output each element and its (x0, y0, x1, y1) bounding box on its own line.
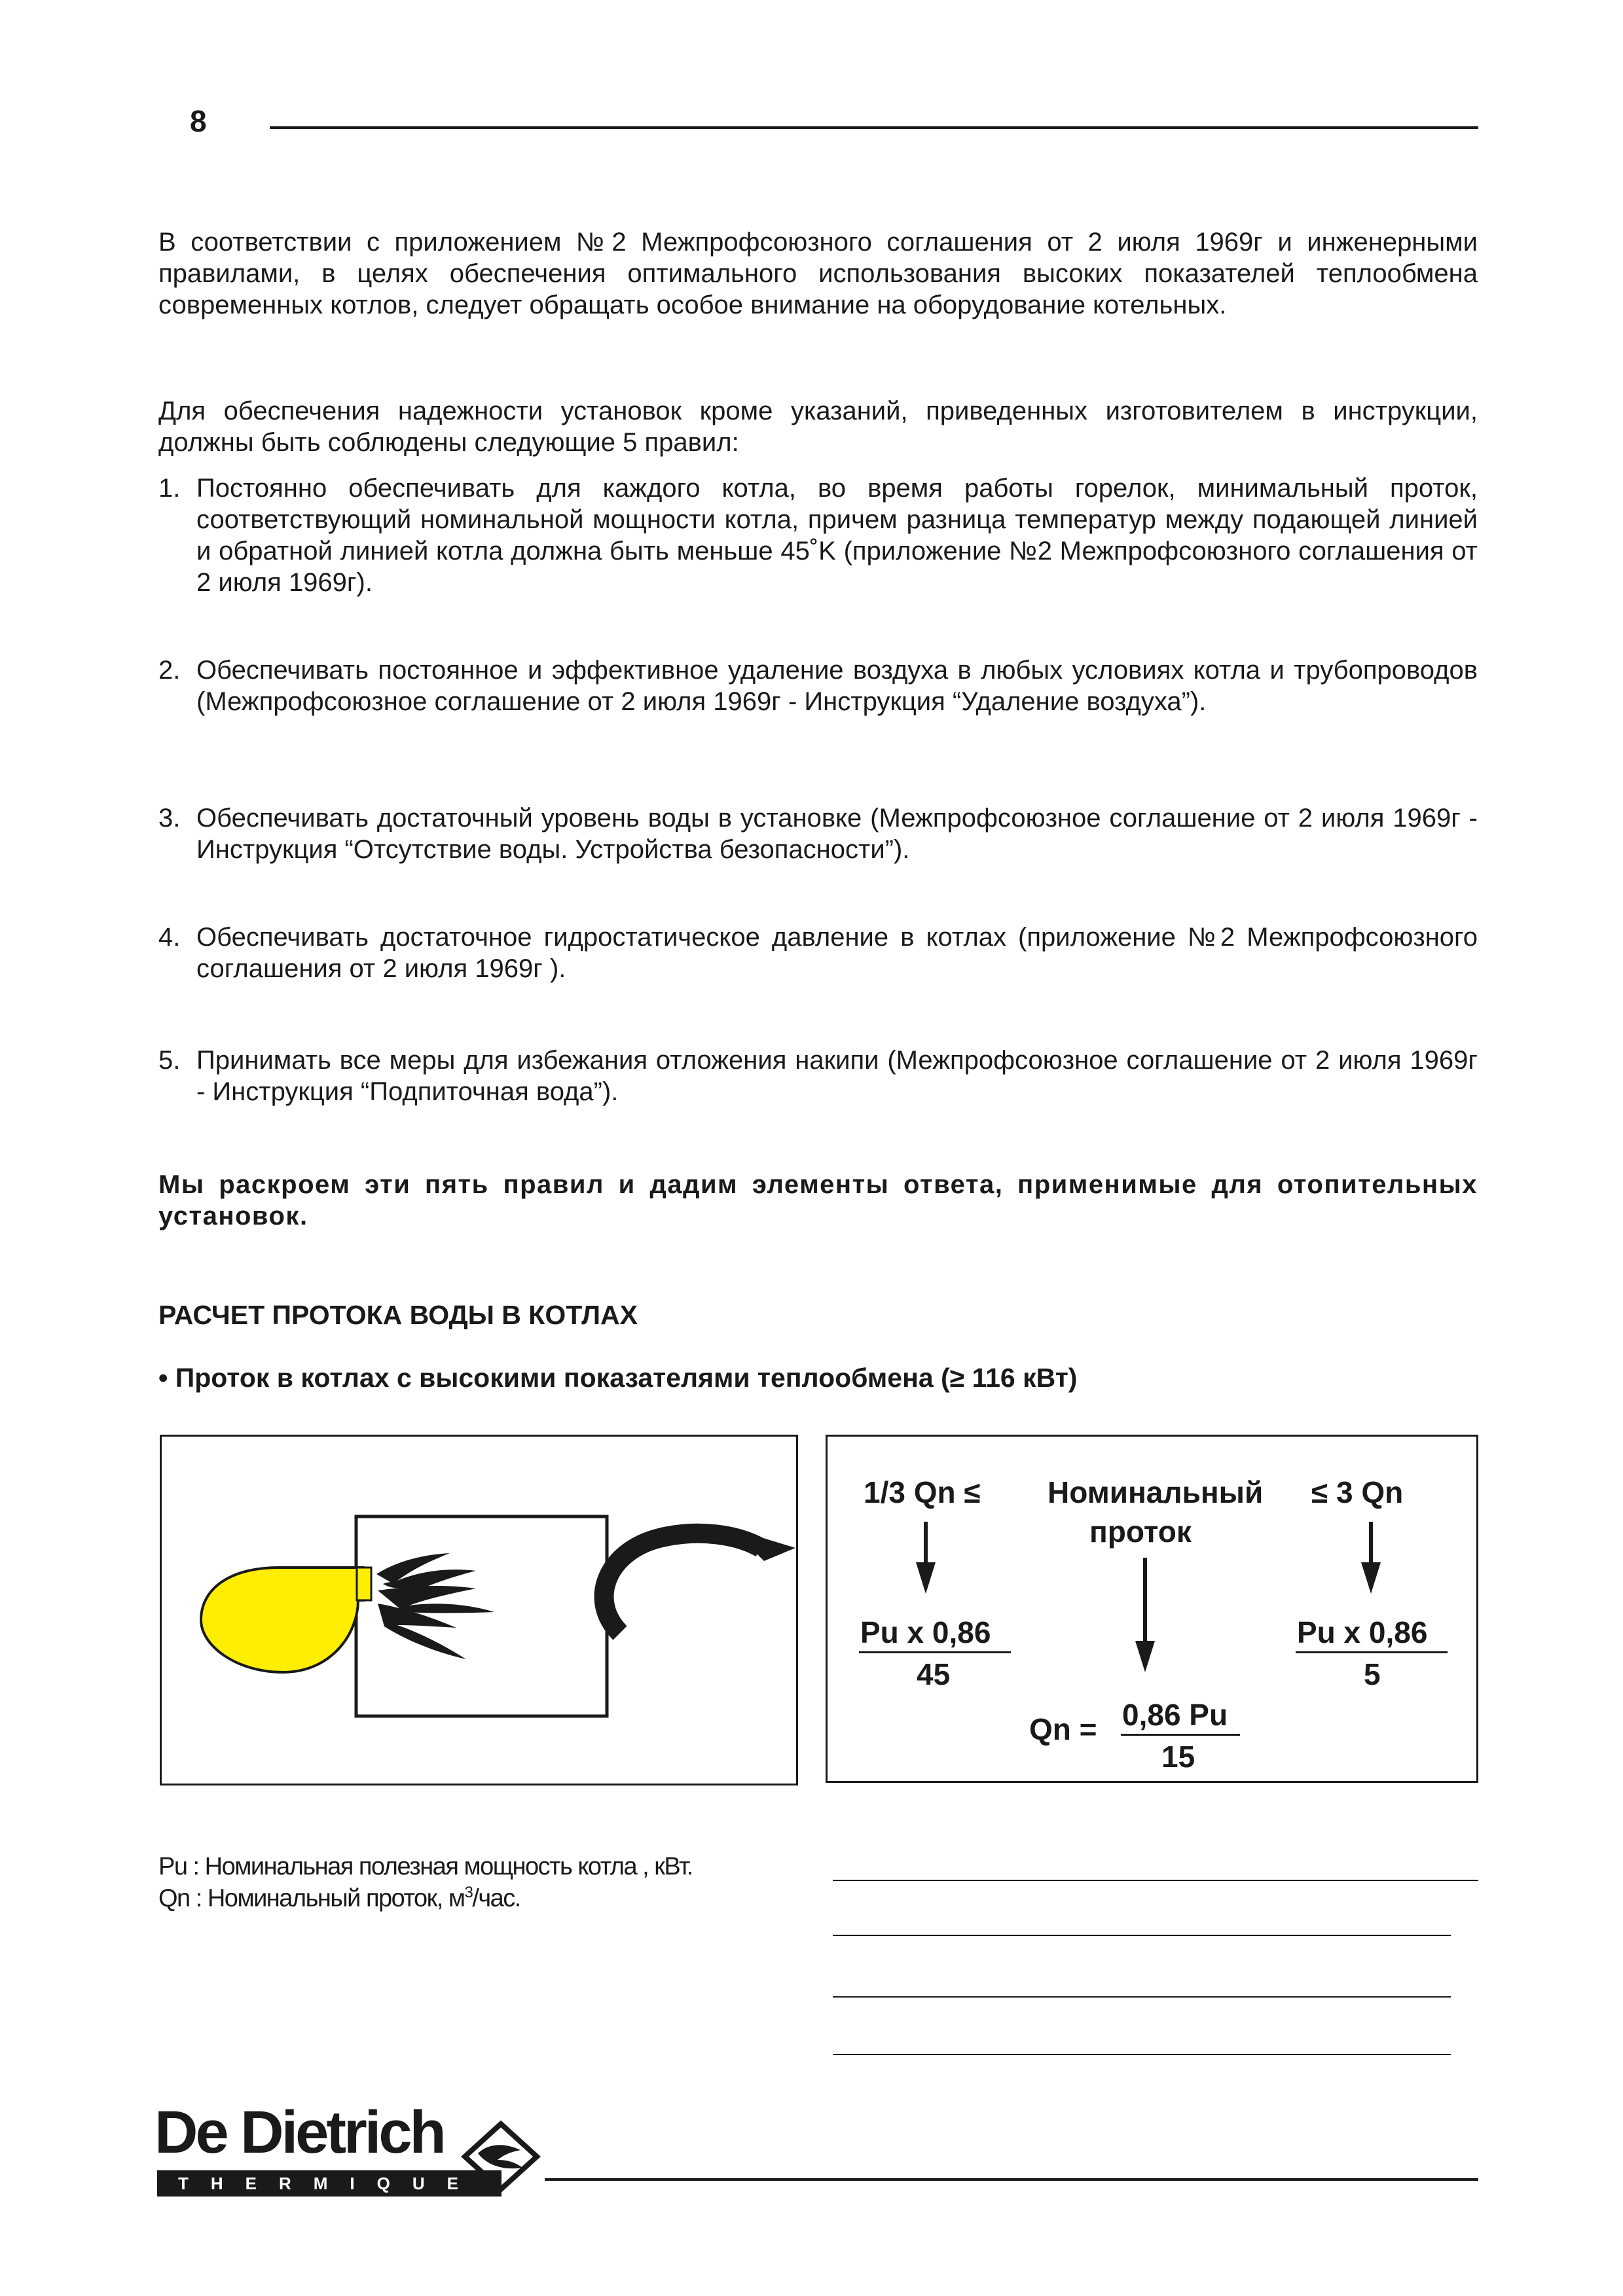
rule-item-1 (158, 473, 1478, 598)
rule-text: Постоянно обеспечивать для каждого котла, во время работы горелок, минимальный проток, соответствующий номинальной мощности котла, причем разница температур между подающей линией и обратной линией котла должна быть меньше 45˚K (приложение №2 Межпрофсоюзного соглашения от 2 июля 1969г). (196, 474, 1478, 597)
legend-qn (158, 1880, 520, 1912)
rule-text: Принимать все меры для избежания отложения накипи (Межпрофсоюзное соглашение от 2 июля 1969г - Инструкция “Подпиточная вода”). (196, 1046, 1478, 1106)
rule-number: 4. (158, 923, 181, 952)
lower-denominator: 45 (917, 1657, 951, 1691)
rule-number: 5. (158, 1046, 181, 1075)
upper-bound-label: ≤ 3 Qn (1311, 1475, 1404, 1509)
rule-text: Обеспечивать достаточный уровень воды в установке (Межпрофсоюзное соглашение от 2 июля 1969г - Инструкция “Отсутствие воды. Устройства безопасности”). (196, 804, 1478, 864)
arrow-down-icon (1361, 1522, 1381, 1594)
fraction-line (859, 1651, 1011, 1653)
logo-wordmark: De Dietrich (155, 2099, 444, 2166)
fraction-line (1121, 1734, 1240, 1736)
note-line (833, 1880, 1478, 1881)
lower-numerator: Pu x 0,86 (860, 1615, 991, 1649)
section-subtitle: • Проток в котлах с высокими показателями теплообмена (≥ 116 кВт) (158, 1363, 1078, 1393)
intro-paragraph-2: Для обеспечения надежности установок кроме указаний, приведенных изготовителем в инструкции, должны быть соблюдены следующие 5 правил: (158, 397, 1478, 457)
rule-number: 1. (158, 474, 181, 503)
note-line (833, 1935, 1451, 1936)
legend-pu: Pu : Номинальная полезная мощность котла , кВт. (158, 1853, 693, 1880)
section-title: РАСЧЕТ ПРОТОКА ВОДЫ В КОТЛАХ (158, 1300, 638, 1330)
nominal-flow-label: Номинальный (1048, 1475, 1264, 1509)
flame-icon (376, 1553, 494, 1659)
bottom-rule (545, 2178, 1478, 2181)
rule-item-4 (158, 922, 1478, 984)
logo-tagline: THERMIQUE (157, 2170, 501, 2197)
qn-label: Qn = (1029, 1712, 1097, 1746)
intro-paragraph-1: В соответствии с приложением №2 Межпрофсоюзного соглашения от 2 июля 1969г и инженерными правилами, в целях обеспечения оптимального использования высоких показателей теплообмена современных котлов, следует обращать особое внимание на оборудование котельных. (158, 228, 1478, 319)
rule-item-5 (158, 1045, 1478, 1107)
burner-nozzle (357, 1568, 371, 1600)
qn-numerator: 0,86 Pu (1122, 1698, 1228, 1732)
lower-bound-label: 1/3 Qn ≤ (864, 1475, 981, 1509)
note-line (833, 2054, 1451, 2055)
fraction-line (1296, 1651, 1448, 1653)
rule-number: 3. (158, 804, 181, 833)
rule-item-3 (158, 802, 1478, 865)
legend-qn-unit: /час. (472, 1884, 520, 1912)
top-rule (270, 126, 1478, 129)
arrow-down-icon (1135, 1558, 1155, 1672)
summary-paragraph: Мы раскроем эти пять правил и дадим элементы ответа, применимые для отопительных установок. (158, 1170, 1478, 1230)
burner-fan (201, 1568, 363, 1672)
rule-item-2 (158, 655, 1478, 717)
logo-emblem-icon (458, 2121, 543, 2193)
legend-qn-text: Qn : Номинальный проток, м (158, 1884, 465, 1912)
upper-numerator: Pu x 0,86 (1297, 1615, 1428, 1649)
rule-text: Обеспечивать достаточное гидростатическое давление в котлах (приложение №2 Межпрофсоюзного соглашения от 2 июля 1969г ). (196, 923, 1478, 983)
note-line (833, 1996, 1451, 1998)
flow-curve (604, 1534, 761, 1633)
page-number: 8 (190, 104, 207, 138)
formula-box (826, 1435, 1478, 1783)
rule-number: 2. (158, 656, 181, 685)
boiler-diagram (162, 1437, 796, 1784)
arrow-down-icon (916, 1522, 936, 1594)
legend-qn-superscript: 3 (464, 1884, 473, 1901)
boiler-diagram-box (160, 1435, 798, 1785)
upper-denominator: 5 (1364, 1657, 1381, 1691)
qn-denominator: 15 (1161, 1740, 1195, 1774)
rule-text: Обеспечивать постоянное и эффективное удаление воздуха в любых условиях котла и трубопроводов (Межпрофсоюзное соглашение от 2 июля 1969г - Инструкция “Удаление воздуха”). (196, 656, 1478, 716)
nominal-flow-label-2: проток (1089, 1515, 1192, 1549)
